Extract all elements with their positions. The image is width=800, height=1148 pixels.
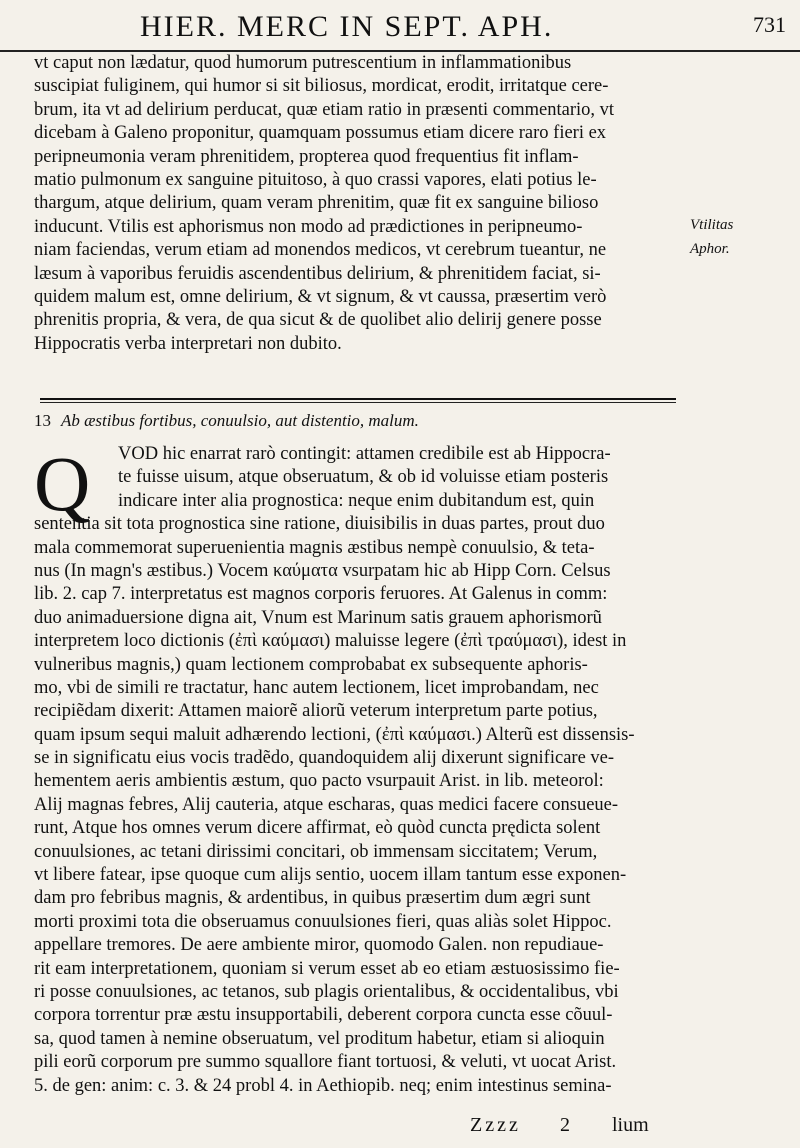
catchword: lium	[612, 1114, 649, 1136]
text-line: appellare tremores. De aere ambiente miror, quomodo Galen. non repudiaue-	[34, 935, 604, 956]
text-line: niam faciendas, verum etiam ad monendos medicos, vt cerebrum tueantur, ne	[34, 240, 607, 261]
aphorism-text: Ab æstibus fortibus, conuulsio, aut distentio, malum.	[60, 411, 419, 430]
text-line: se in significatu eius vocis tradẽdo, quandoquidem alij dixerunt significare ve-	[34, 748, 615, 769]
text-line: vulneribus magnis,) quam lectionem comprobabat ex subsequente aphoris-	[34, 654, 588, 675]
text-line: sa, quod tamen à nemine obseruatum, vel proditum habetur, etiam si alioquin	[34, 1028, 605, 1049]
text-line: suscipiat fuliginem, qui humor si sit biliosus, mordicat, erodit, irritatque cere-	[34, 76, 609, 97]
text-line: thargum, atque delirium, quam veram phrenitim, quæ fit ex sanguine bilioso	[34, 193, 599, 214]
margin-note: Aphor.	[690, 241, 730, 257]
text-line: peripneumonia veram phrenitidem, propterea quod frequentius fit inflam-	[34, 146, 579, 167]
section-divider-thin	[40, 402, 676, 403]
text-line: læsum à vaporibus feruidis ascendentibus delirium, & phrenitidem faciat, si-	[34, 263, 601, 284]
text-line: ri posse conuulsiones, ac tetanos, sub plagis orientalibus, & occidentalibus, vbi	[34, 981, 619, 1002]
text-line: sententia sit tota prognostica sine ratione, diuisibilis in duas partes, prout duo	[34, 514, 605, 535]
text-line: VOD hic enarrat rarò contingit: attamen credibile est ab Hippocra-	[118, 444, 611, 464]
aphorism-number: 13	[34, 411, 51, 430]
signature-number: 2	[560, 1114, 570, 1136]
aphorism-heading	[34, 411, 419, 431]
text-line: nus (In magn's æstibus.) Vocem καύματα vsurpatam hic ab Hipp Corn. Celsus	[34, 560, 611, 581]
text-line: interpretem loco dictionis (ἐπὶ καύμασι) maluisse legere (ἐπὶ τραύμασι), idest in	[34, 631, 627, 652]
text-line: inducunt. Vtilis est aphorismus non modo ad prædictiones in peripneumo-	[34, 216, 583, 237]
margin-note: Vtilitas	[690, 217, 734, 233]
text-line: vt caput non lædatur, quod humorum putrescentium in inflammationibus	[34, 53, 572, 73]
text-line: morti proximi tota die obseruamus conuulsiones fieri, quas aliàs solet Hippoc.	[34, 911, 612, 932]
text-line: vt libere fatear, ipse quoque cum alijs sentio, uocem illam tantum esse exponen-	[34, 865, 627, 886]
text-line: corpora torrentur præ æstu insupportabili, deberent corpora cuncta esse cõuul-	[34, 1005, 613, 1026]
text-line: recipiẽdam dixerit: Attamen maiorẽ aliorũ veterum interpretum parte potius,	[34, 701, 598, 722]
text-line: quam ipsum sequi maluit adhærendo lectioni, (ἐπὶ καύμασι.) Alterũ est dissensis-	[34, 724, 635, 745]
text-line: dicebam à Galeno proponitur, quamquam possumus etiam dicere raro fieri ex	[34, 123, 607, 144]
running-title: HIER. MERC IN SEPT. APH.	[140, 10, 554, 43]
text-line: matio pulmonum ex sanguine pituitoso, à quo crassi vapores, elati potius le-	[34, 169, 597, 190]
running-header	[0, 10, 800, 52]
text-line: indicare inter alia prognostica: neque enim dubitandum est, quin	[118, 490, 595, 511]
text-line: duo animaduersione digna ait, Vnum est Marinum satis grauem aphorismorũ	[34, 607, 602, 628]
page-number: 731	[753, 12, 786, 37]
text-line: lib. 2. cap 7. interpretatus est magnos corporis feruores. At Galenus in comm:	[34, 584, 608, 605]
text-line: hementem aeris ambientis æstum, quo pacto vsurpauit Arist. in lib. meteorol:	[34, 771, 604, 792]
text-line: 5. de gen: anim: c. 3. & 24 probl 4. in Aethiopib. neq; enim intestinus semina-	[34, 1075, 612, 1096]
section-1-text	[34, 52, 684, 356]
drop-cap: Q	[34, 440, 91, 527]
text-line: runt, Atque hos omnes verum dicere affirmat, eò quòd cuncta prędicta solent	[34, 818, 601, 839]
section-2-text	[34, 440, 684, 1098]
text-line: rit eam interpretationem, quoniam si verum esset ab eo etiam æstuosissimo fie-	[34, 958, 620, 979]
text-line: mala commemorat superuenientia magnis æstibus nempè conuulsio, & teta-	[34, 537, 595, 558]
text-line: Hippocratis verba interpretari non dubito.	[34, 333, 342, 354]
text-line: pili eorũ corporum pre summo squallore fiant tortuosi, & veluti, vt uocat Arist.	[34, 1052, 617, 1073]
text-line: phrenitis propria, & vera, de qua sicut & de quolibet alio delirij genere posse	[34, 310, 602, 331]
signature-mark: Zzzz	[470, 1114, 521, 1136]
text-line: dam pro febribus magnis, & ardentibus, in quibus præsertim dum ægri sunt	[34, 888, 591, 909]
section-divider	[40, 398, 676, 400]
text-line: brum, ita vt ad delirium perducat, quæ etiam ratio in præsenti commentario, vt	[34, 99, 615, 120]
text-line: quidem malum est, omne delirium, & vt signum, & vt caussa, præsertim verò	[34, 286, 607, 307]
text-line: te fuisse uisum, atque obseruatum, & ob id voluisse etiam posteris	[118, 467, 609, 488]
text-line: mo, vbi de simili re tractatur, hanc autem lectionem, licet improbandam, nec	[34, 677, 599, 698]
text-line: Alij magnas febres, Alij cauteria, atque escharas, quas medici facere consueue-	[34, 794, 619, 815]
text-line: conuulsiones, ac tetani dirissimi concitari, ob immensam siccitatem; Verum,	[34, 841, 598, 862]
